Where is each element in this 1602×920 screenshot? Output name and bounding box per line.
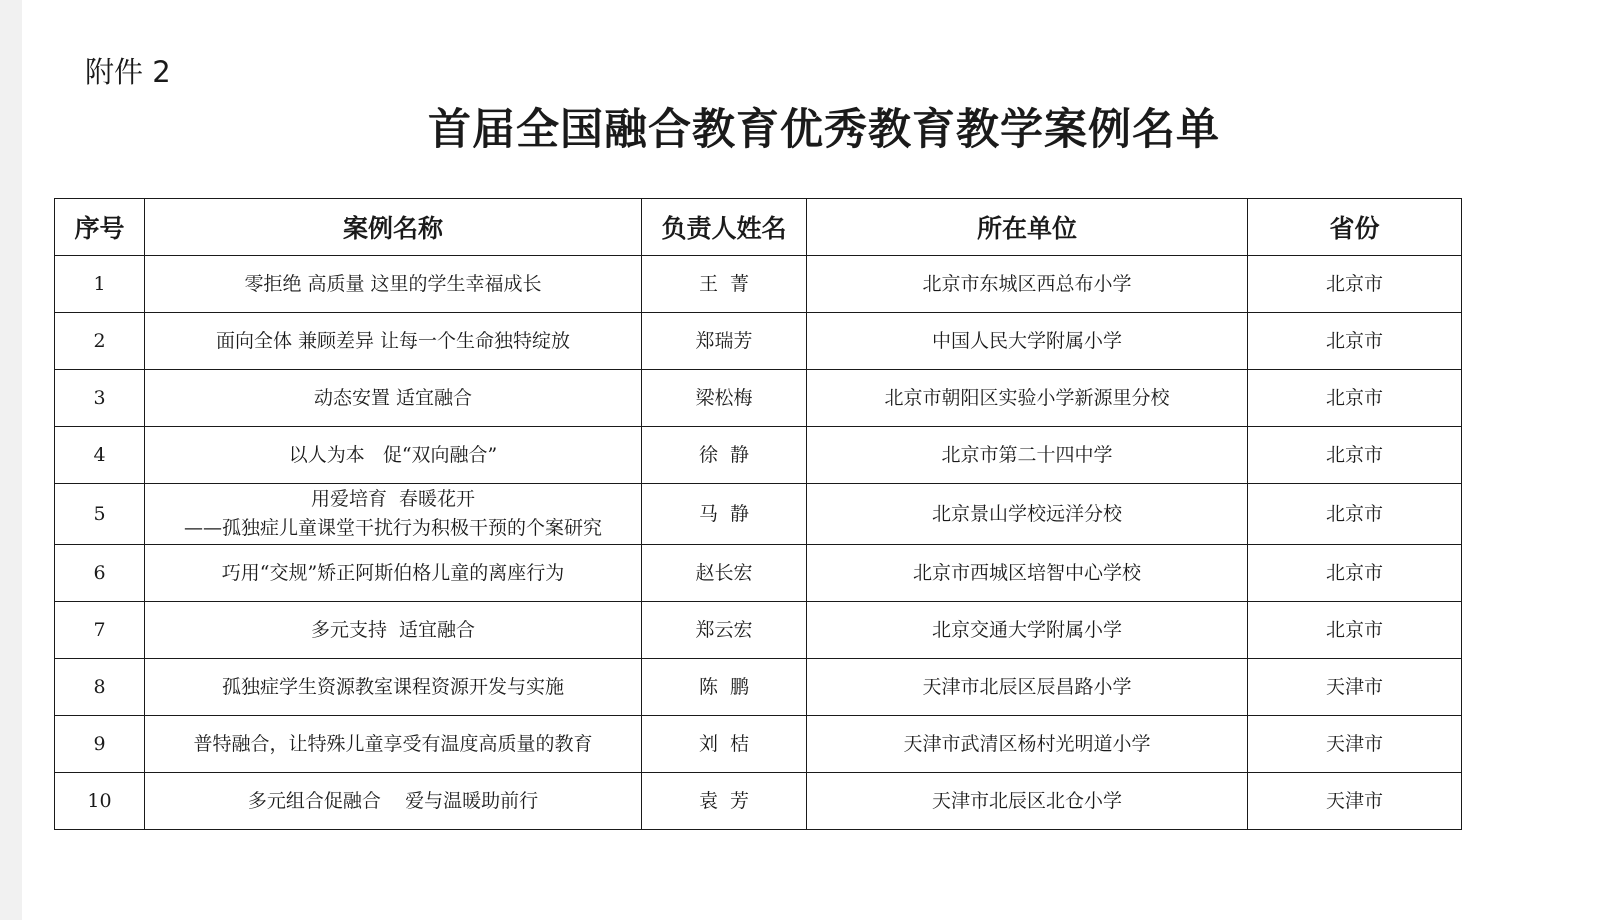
serial-number-cell: 1 [55,256,145,313]
serial-number-cell: 6 [55,545,145,602]
case-name-cell: 多元组合促融合 爱与温暖助前行 [145,773,642,830]
leader-name-cell: 袁 芳 [642,773,807,830]
province-cell: 北京市 [1248,256,1462,313]
serial-number-cell: 3 [55,370,145,427]
table-row [55,602,1462,659]
table-row [55,427,1462,484]
leader-name-cell: 梁松梅 [642,370,807,427]
serial-number-cell: 9 [55,716,145,773]
case-name-cell: 面向全体 兼顾差异 让每一个生命独特绽放 [145,313,642,370]
unit-cell: 北京市东城区西总布小学 [807,256,1248,313]
unit-cell: 天津市武清区杨村光明道小学 [807,716,1248,773]
header-serial-number: 序号 [55,199,145,256]
case-name-cell: 动态安置 适宜融合 [145,370,642,427]
serial-number-cell: 10 [55,773,145,830]
province-cell: 北京市 [1248,545,1462,602]
province-cell: 北京市 [1248,313,1462,370]
table-header [55,199,1462,256]
serial-number-cell: 5 [55,484,145,545]
document-page [22,0,1602,920]
case-name-cell: 巧用“交规”矫正阿斯伯格儿童的离座行为 [145,545,642,602]
case-name-cell: 以人为本 促“双向融合” [145,427,642,484]
table-row [55,659,1462,716]
unit-cell: 北京市西城区培智中心学校 [807,545,1248,602]
header-province: 省份 [1248,199,1462,256]
province-cell: 北京市 [1248,427,1462,484]
leader-name-cell: 王 菁 [642,256,807,313]
province-cell: 天津市 [1248,716,1462,773]
table-row [55,545,1462,602]
table-body [55,256,1462,830]
leader-name-cell: 郑瑞芳 [642,313,807,370]
serial-number-cell: 7 [55,602,145,659]
leader-name-cell: 郑云宏 [642,602,807,659]
province-cell: 北京市 [1248,484,1462,545]
header-row [55,199,1462,256]
table-row [55,256,1462,313]
unit-cell: 北京交通大学附属小学 [807,602,1248,659]
table-row [55,773,1462,830]
header-case-name: 案例名称 [145,199,642,256]
leader-name-cell: 马 静 [642,484,807,545]
unit-cell: 北京景山学校远洋分校 [807,484,1248,545]
document-title: 首届全国融合教育优秀教育教学案例名单 [428,105,1220,155]
table-row [55,484,1462,545]
table-row [55,716,1462,773]
case-name-cell: 普特融合，让特殊儿童享受有温度高质量的教育 [145,716,642,773]
serial-number-cell: 2 [55,313,145,370]
province-cell: 北京市 [1248,370,1462,427]
table-row [55,313,1462,370]
header-leader-name: 负责人姓名 [642,199,807,256]
unit-cell: 北京市朝阳区实验小学新源里分校 [807,370,1248,427]
unit-cell: 天津市北辰区北仓小学 [807,773,1248,830]
attachment-label: 附件 2 [85,55,171,89]
unit-cell: 中国人民大学附属小学 [807,313,1248,370]
leader-name-cell: 刘 桔 [642,716,807,773]
case-name-line-1: 用爱培育 春暖花开 [310,488,476,510]
case-name-cell: 零拒绝 高质量 这里的学生幸福成长 [145,256,642,313]
case-name-cell: 孤独症学生资源教室课程资源开发与实施 [145,659,642,716]
case-name-cell [145,484,642,545]
leader-name-cell: 陈 鹏 [642,659,807,716]
province-cell: 天津市 [1248,659,1462,716]
case-list-table [54,198,1462,830]
serial-number-cell: 8 [55,659,145,716]
province-cell: 天津市 [1248,773,1462,830]
province-cell: 北京市 [1248,602,1462,659]
header-unit: 所在单位 [807,199,1248,256]
leader-name-cell: 赵长宏 [642,545,807,602]
table-row [55,370,1462,427]
leader-name-cell: 徐 静 [642,427,807,484]
unit-cell: 北京市第二十四中学 [807,427,1248,484]
unit-cell: 天津市北辰区辰昌路小学 [807,659,1248,716]
case-name-line-2: ——孤独症儿童课堂干扰行为积极干预的个案研究 [183,517,602,539]
serial-number-cell: 4 [55,427,145,484]
case-name-cell: 多元支持 适宜融合 [145,602,642,659]
